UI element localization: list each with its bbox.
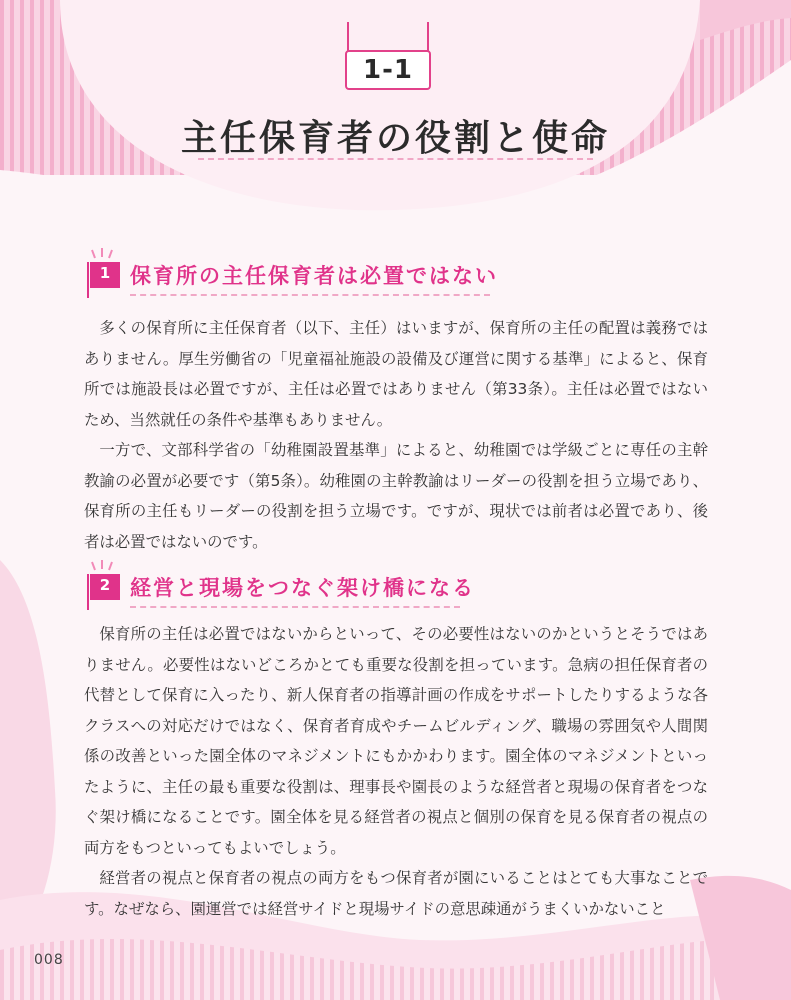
paragraph: 一方で、文部科学省の「幼稚園設置基準」によると、幼稚園では学級ごとに専任の主幹教諭の必置が必要です（第5条）。幼稚園の主幹教諭はリーダーの役割を担う立場であり、保育所の主任もリーダーの役割を担う立場です。ですが、現状では前者は必置であり、後者は必置ではないのです。	[84, 441, 708, 551]
section-underline	[130, 606, 460, 608]
page-number: 008	[34, 952, 64, 968]
section-number: 2	[99, 576, 111, 594]
section-1-body	[84, 313, 708, 557]
chapter-number: 1-1	[345, 50, 431, 90]
section-heading-1	[82, 248, 642, 300]
section-2-body	[84, 619, 708, 924]
title-underline	[198, 158, 593, 160]
page-title: 主任保育者の役割と使命	[180, 118, 610, 159]
chapter-sign	[336, 22, 440, 94]
paragraph: 保育所の主任は必置ではないからといって、その必要性はないのかというとそうではありません。必要性はないどころかとても重要な役割を担っています。急病の担任保育者の代替として保育に入ったり、新人保育者の指導計画の作成をサポートしたりするような各クラスへの対応だけではなく、保育者育成やチームビルディング、職場の雰囲気や人間関係の改善といった園全体のマネジメントにもかかわります。園全体のマネジメントといったように、主任の最も重要な役割は、理事長や園長のような経営者と現場の保育者をつなぐ架け橋になることです。園全体を見る経営者の視点と個別の保育を見る保育者の視点の両方をもつといってもよいでしょう。	[84, 625, 708, 857]
section-title: 保育所の主任保育者は必置ではない	[130, 264, 498, 288]
paragraph: 多くの保育所に主任保育者（以下、主任）はいますが、保育所の主任の配置は義務ではありません。厚生労働省の「児童福祉施設の設備及び運営に関する基準」によると、保育所では施設長は必置ですが、主任は必置ではありません（第33条）。主任は必置ではないため、当然就任の条件や基準もありません。	[84, 319, 708, 429]
section-underline	[130, 294, 490, 296]
section-number: 1	[99, 264, 111, 282]
paragraph: 経営者の視点と保育者の視点の両方をもつ保育者が園にいることはとても大事なことです。なぜなら、園運営では経営サイドと現場サイドの意思疎通がうまくいかないこと	[84, 869, 708, 918]
section-title: 経営と現場をつなぐ架け橋になる	[130, 576, 475, 600]
section-heading-2	[82, 560, 642, 612]
